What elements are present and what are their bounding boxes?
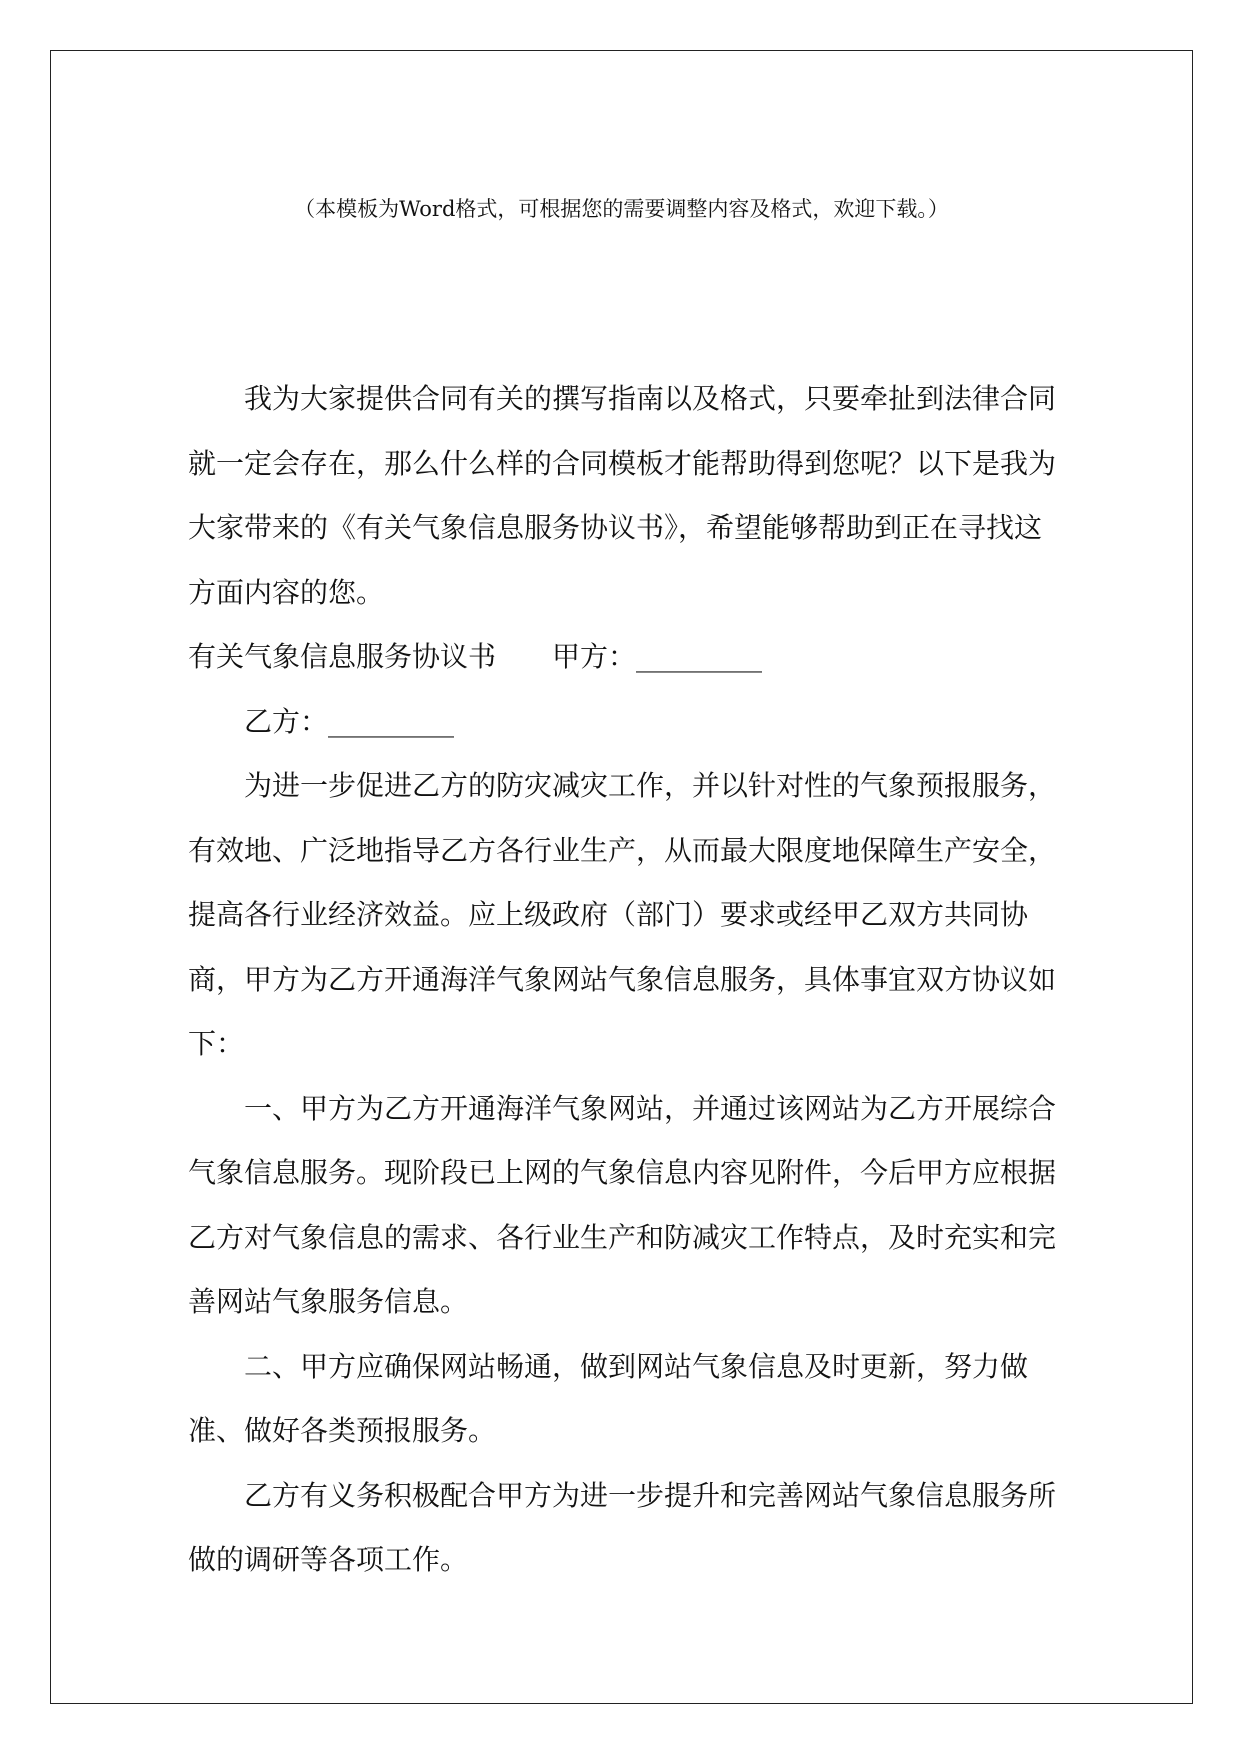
- party-b-obligation: 乙方有义务积极配合甲方为进一步提升和完善网站气象信息服务所做的调研等各项工作。: [188, 1478, 1057, 1576]
- party-b-line: 乙方：_________: [244, 704, 455, 738]
- purpose-paragraph: 为进一步促进乙方的防灾减灾工作，并以针对性的气象预报服务，有效地、广泛地指导乙方各行业生产，从而最大限度地保障生产安全，提高各行业经济效益。应上级政府（部门）要求或经甲乙双方共同协商，甲方为乙方开通海洋气象网站气象信息服务，具体事宜双方协议如下：: [188, 769, 1057, 1060]
- agreement-title: 有关气象信息服务协议书: [188, 640, 497, 673]
- title-line: [188, 625, 1058, 690]
- clause-one: 一、甲方为乙方开通海洋气象网站，并通过该网站为乙方开展综合气象信息服务。现阶段已上网的气象信息内容见附件，今后甲方应根据乙方对气象信息的需求、各行业生产和防减灾工作特点，及时充实和完善网站气象服务信息。: [188, 1091, 1057, 1318]
- clause-two: 二、甲方应确保网站畅通，做到网站气象信息及时更新，努力做准、做好各类预报服务。: [188, 1349, 1029, 1447]
- template-note: （本模板为Word格式，可根据您的需要调整内容及格式，欢迎下载。）: [294, 197, 949, 221]
- document-body: [188, 367, 1058, 1593]
- party-a-line: 甲方：_________: [552, 640, 763, 673]
- intro-paragraph: 我为大家提供合同有关的撰写指南以及格式，只要牵扯到法律合同就一定会存在，那么什么样的合同模板才能帮助得到您呢？以下是我为大家带来的《有关气象信息服务协议书》，希望能够帮助到正在寻找这方面内容的您。: [188, 382, 1057, 609]
